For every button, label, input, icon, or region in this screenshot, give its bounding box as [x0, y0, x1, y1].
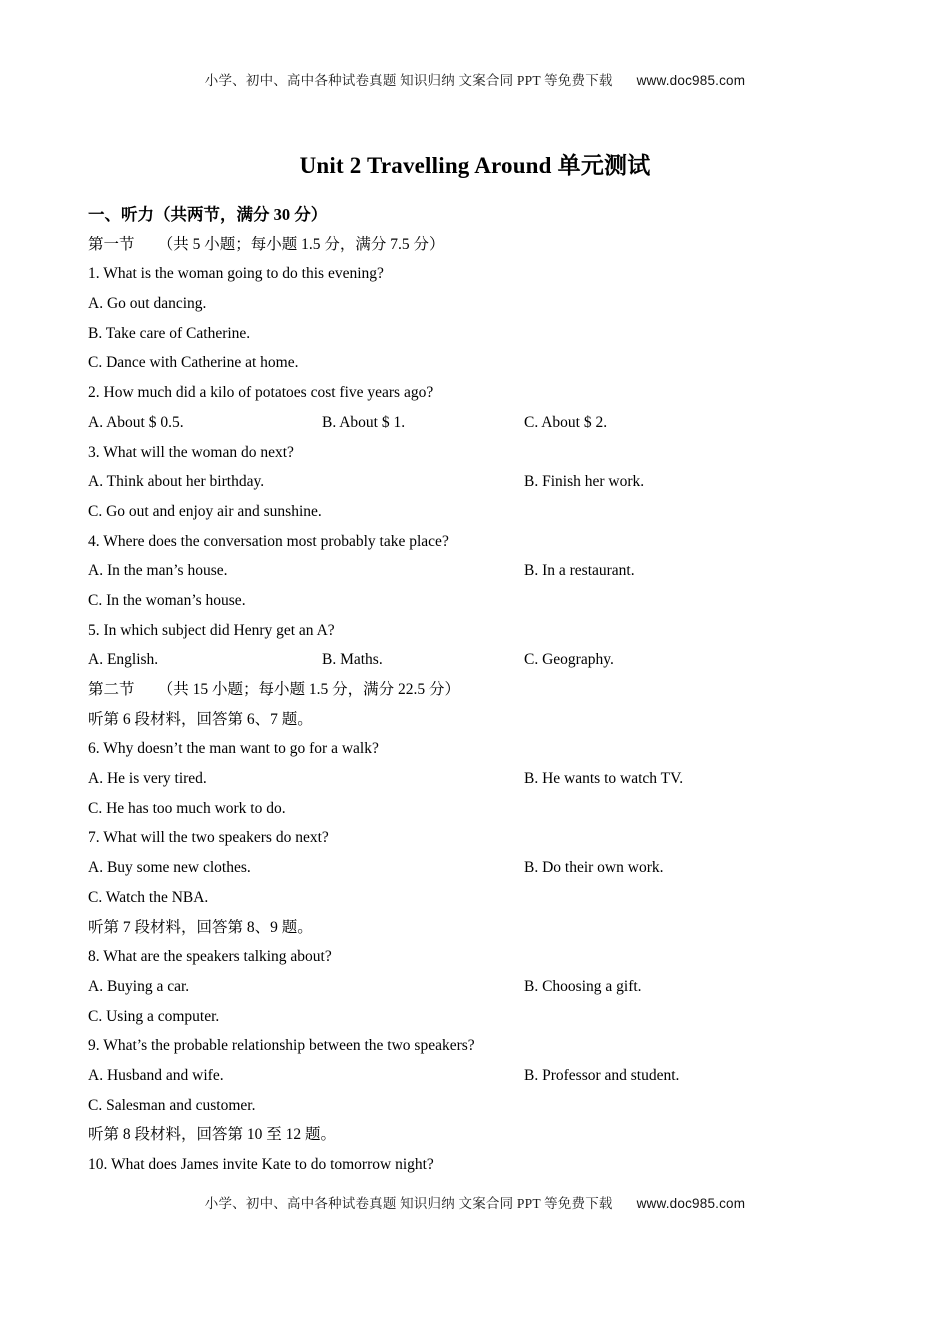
- options-row: [88, 467, 886, 497]
- text-line: 6. Why doesn’t the man want to go for a walk?: [88, 740, 379, 758]
- text-line: 5. In which subject did Henry get an A?: [88, 621, 335, 639]
- option-cell: B. Choosing a gift.: [524, 977, 642, 995]
- section-heading: 一、听力（共两节，满分 30 分）: [88, 205, 328, 224]
- text-line: 7. What will the two speakers do next?: [88, 829, 329, 847]
- text-line: 9. What’s the probable relationship between the two speakers?: [88, 1037, 475, 1055]
- text-line: 听第 6 段材料，回答第 6、7 题。: [88, 710, 313, 728]
- text-line: 第二节 （共 15 小题；每小题 1.5 分，满分 22.5 分）: [88, 681, 461, 698]
- options-row: [88, 1061, 886, 1091]
- option-cell: A. He is very tired.: [88, 770, 207, 788]
- text-line: 3. What will the woman do next?: [88, 443, 294, 461]
- option-cell: C. About $ 2.: [524, 413, 608, 431]
- option-cell: A. Buy some new clothes.: [88, 859, 251, 877]
- text-line: 1. What is the woman going to do this evening?: [88, 265, 384, 283]
- option-cell: A. English.: [88, 651, 159, 669]
- option-cell: B. In a restaurant.: [524, 562, 635, 580]
- text-line: 第一节 （共 5 小题；每小题 1.5 分，满分 7.5 分）: [88, 235, 445, 253]
- option-cell: B. Professor and student.: [524, 1066, 680, 1084]
- text-line: C. Watch the NBA.: [88, 888, 209, 906]
- header-site-url: www.doc985.com: [636, 73, 746, 88]
- text-line: C. Using a computer.: [88, 1007, 220, 1025]
- text-line: 2. How much did a kilo of potatoes cost five years ago?: [88, 384, 434, 402]
- footer-site-url: www.doc985.com: [636, 1196, 746, 1211]
- options-row: [88, 408, 886, 438]
- option-cell: B. Finish her work.: [524, 473, 645, 491]
- page-header: [0, 69, 950, 89]
- option-cell: A. Husband and wife.: [88, 1066, 224, 1084]
- text-line: C. In the woman’s house.: [88, 591, 246, 609]
- text-line: B. Take care of Catherine.: [88, 324, 251, 342]
- header-note: 小学、初中、高中各种试卷真题 知识归纳 文案合同 PPT 等免费下载: [204, 73, 613, 88]
- option-cell: B. About $ 1.: [322, 413, 406, 431]
- options-row: [88, 972, 886, 1002]
- text-line: 听第 8 段材料，回答第 10 至 12 题。: [88, 1126, 337, 1144]
- option-cell: B. Do their own work.: [524, 859, 664, 877]
- option-cell: C. Geography.: [524, 651, 614, 669]
- text-line: 听第 7 段材料，回答第 8、9 题。: [88, 918, 313, 936]
- options-row: [88, 853, 886, 883]
- text-line: 4. Where does the conversation most probably take place?: [88, 532, 449, 550]
- text-line: C. Dance with Catherine at home.: [88, 354, 299, 372]
- option-cell: A. In the man’s house.: [88, 562, 228, 580]
- options-row: [88, 556, 886, 586]
- option-cell: B. Maths.: [322, 651, 383, 669]
- option-cell: A. Think about her birthday.: [88, 473, 265, 491]
- text-line: 8. What are the speakers talking about?: [88, 948, 332, 966]
- content: [88, 200, 886, 1180]
- text-line: C. He has too much work to do.: [88, 799, 286, 817]
- page-title: Unit 2 Travelling Around 单元测试: [299, 153, 651, 178]
- text-line: A. Go out dancing.: [88, 295, 207, 313]
- text-line: C. Go out and enjoy air and sunshine.: [88, 502, 322, 520]
- text-line: 10. What does James invite Kate to do tomorrow night?: [88, 1156, 434, 1173]
- option-cell: A. About $ 0.5.: [88, 413, 184, 431]
- options-row: [88, 645, 886, 675]
- option-cell: A. Buying a car.: [88, 977, 190, 995]
- footer-note: 小学、初中、高中各种试卷真题 知识归纳 文案合同 PPT 等免费下载: [204, 1196, 613, 1211]
- page-footer: [0, 1192, 950, 1212]
- options-row: [88, 764, 886, 794]
- option-cell: B. He wants to watch TV.: [524, 770, 684, 788]
- text-line: C. Salesman and customer.: [88, 1096, 256, 1114]
